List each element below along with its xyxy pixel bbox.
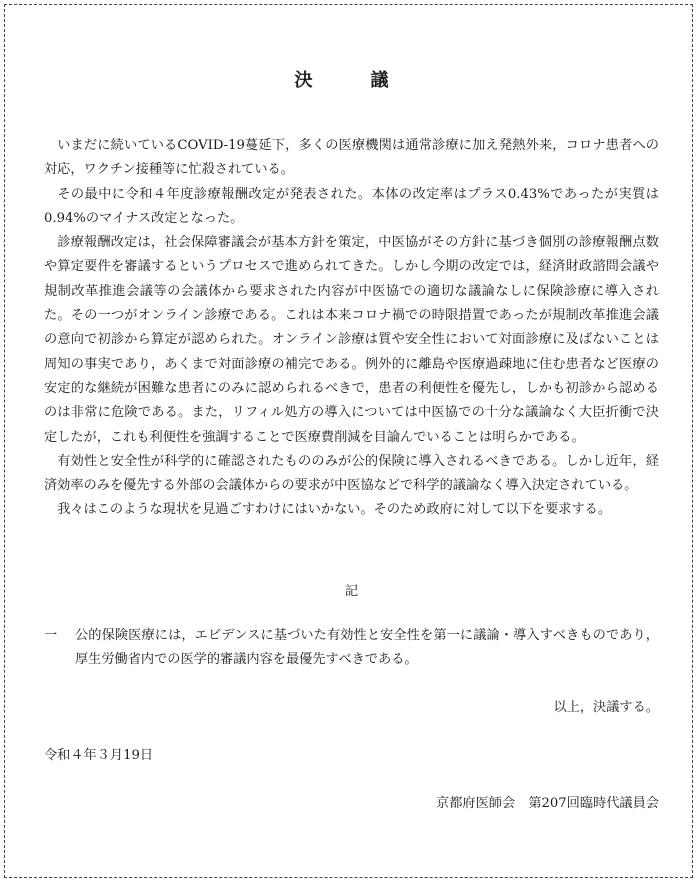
document-title: 決 議 <box>294 70 409 91</box>
item-marker: 一 <box>44 628 58 643</box>
ki-heading: 記 <box>344 584 359 599</box>
signature: 京都府医師会 第207回臨時代議員会 <box>436 796 659 811</box>
paragraph-3: 診療報酬改定は，社会保障審議会が基本方針を策定，中医協がその方針に基づき個別の診療報酬点数や算定要件を審議するというプロセスで進められてきた。しかし今期の改定では，経済財政諮問会議や規制改革推進会議等の会議体から要求された内容が中医協での適切な議論なしに保険診療に導入された。その一つがオンライン診療である。これは本来コロナ禍での時限措置であったが規制改革推進会議の意向で初診から算定が認められた。オンライン診療は質や安全性において対面診療に及ばないことは周知の事実であり，あくまで対面診療の補完である。例外的に離島や医療過疎地に住む患者など医療の安定的な継続が困難な患者にのみに認められるべきで，患者の利便性を優先し，しかも初診から認めるのは非常に危険である。また，リフィル処方の導入については中医協での十分な議論なく大臣折衝で決定したが，これも利便性を強調することで医療費削減を目論んでいることは明らかである。 <box>44 235 659 445</box>
resolution-body <box>44 134 659 523</box>
paragraph-2: その最中に令和４年度診療報酬改定が発表された。本体の改定率はプラス0.43%であったが実質は0.94%のマイナス改定となった。 <box>44 186 659 226</box>
item-text: 公的保険医療には，エビデンスに基づいた有効性と安全性を第一に議論・導入すべきものであり，厚生労働省内での医学的審議内容を最優先すべきである。 <box>75 628 659 668</box>
demand-item <box>44 624 659 673</box>
paragraph-5: 我々はこのような現状を見過ごすわけにはいかない。そのため政府に対して以下を要求する。 <box>57 502 612 518</box>
closing-statement: 以上，決議する。 <box>553 700 659 715</box>
resolution-date: 令和４年３月19日 <box>44 748 154 763</box>
paragraph-4: 有効性と安全性が科学的に確認されたもののみが公的保険に導入されるべきである。しかし近年，経済効率のみを優先する外部の会議体からの要求が中医協などで科学的議論なく導入決定されている。 <box>44 453 659 494</box>
paragraph-1: いまだに続いているCOVID-19蔓延下，多くの医療機関は通常診療に加え発熱外来，コロナ患者への対応，ワクチン接種等に忙殺されている。 <box>44 138 659 178</box>
